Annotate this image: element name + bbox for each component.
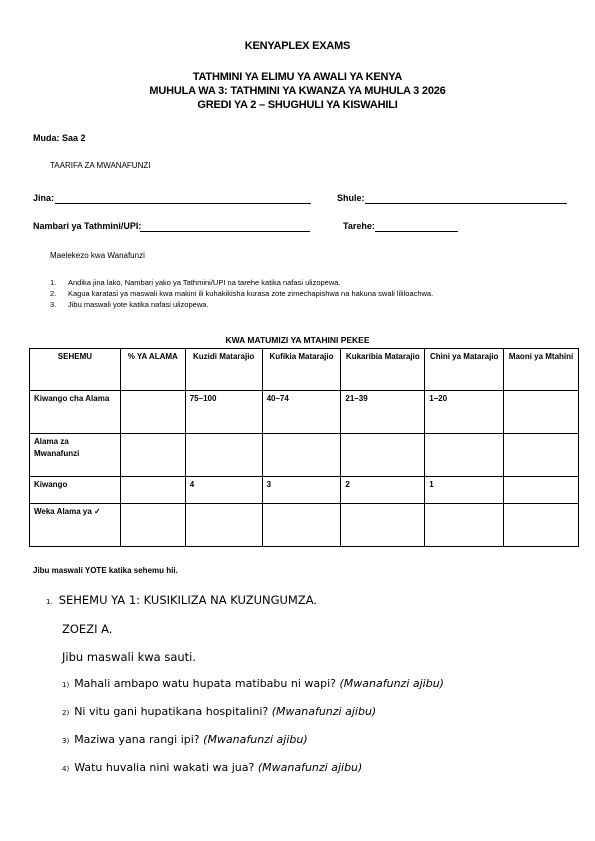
question-item: 1) Mahali ambapo watu hupata matibabu ni wapi? (Mwanafunzi ajibu) <box>62 677 444 690</box>
table-cell: 1–20 <box>425 391 504 434</box>
table-cell[interactable] <box>425 504 504 547</box>
exam-header-line3: GREDI YA 2 – SHUGHULI YA KISWAHILI <box>197 99 398 111</box>
table-cell: 2 <box>341 477 425 504</box>
table-cell[interactable] <box>262 434 341 477</box>
instruction-item: 3. Jibu maswali yote katika nafasi ulizopewa. <box>50 300 209 309</box>
table-cell[interactable] <box>425 434 504 477</box>
section-number: 1. <box>46 598 53 606</box>
table-cell[interactable] <box>504 504 579 547</box>
table-header-cell: Chini ya Matarajio <box>425 349 504 391</box>
date-field[interactable] <box>375 231 458 232</box>
table-row <box>30 434 579 477</box>
instruction-item: 1. Andika jina lako, Nambari yako ya Tathmini/UPI na tarehe katika nafasi ulizopewa. <box>50 278 341 287</box>
table-cell[interactable] <box>120 504 185 547</box>
table-cell[interactable] <box>120 434 185 477</box>
table-header-cell: Kuzidi Matarajio <box>185 349 262 391</box>
table-cell: 40–74 <box>262 391 341 434</box>
exercise-instruction: Jibu maswali kwa sauti. <box>62 650 197 664</box>
table-cell: 3 <box>262 477 341 504</box>
table-caption: KWA MATUMIZI YA MTAHINI PEKEE <box>225 335 370 345</box>
table-header-row <box>30 349 579 391</box>
question-item: 4) Watu huvalia nini wakati wa jua? (Mwanafunzi ajibu) <box>62 761 363 774</box>
table-row <box>30 477 579 504</box>
question-item: 2) Ni vitu gani hupatikana hospitalini? (Mwanafunzi ajibu) <box>62 705 377 718</box>
answer-all-note: Jibu maswali YOTE katika sehemu hii. <box>33 566 178 575</box>
exam-org-title: KENYAPLEX EXAMS <box>244 40 351 52</box>
table-row <box>30 504 579 547</box>
table-header-cell: Maoni ya Mtahini <box>504 349 579 391</box>
exam-header <box>0 70 595 112</box>
table-cell[interactable] <box>504 434 579 477</box>
duration-label: Muda: Saa 2 <box>33 133 86 143</box>
name-label: Jina: <box>33 193 55 203</box>
instruction-item: 2. Kagua karatasi ya maswali kwa makini ili kuhakikisha kurasa zote zimechapishwa na hakuna swali lililoachwa. <box>50 289 434 298</box>
table-cell: 21–39 <box>341 391 425 434</box>
table-cell: Alama za Mwanafunzi <box>30 434 121 477</box>
table-cell[interactable] <box>341 504 425 547</box>
table-cell: 75–100 <box>185 391 262 434</box>
question-item: 3) Maziwa yana rangi ipi? (Mwanafunzi ajibu) <box>62 733 308 746</box>
name-field[interactable] <box>55 203 311 204</box>
school-label: Shule: <box>337 193 365 203</box>
table-header-cell: Kukaribia Matarajio <box>341 349 425 391</box>
table-cell: Kiwango cha Alama <box>30 391 121 434</box>
table-cell[interactable] <box>185 504 262 547</box>
table-header-cell: Kufikia Matarajio <box>262 349 341 391</box>
exam-header-line2: MUHULA WA 3: TATHMINI YA KWANZA YA MUHULA 3 2026 <box>149 85 446 97</box>
table-cell <box>120 391 185 434</box>
table-header-cell: SEHEMU <box>30 349 121 391</box>
table-cell <box>504 477 579 504</box>
assessment-number-field[interactable] <box>140 231 310 232</box>
table-cell: Weka Alama ya ✓ <box>30 504 121 547</box>
exam-header-line1: TATHMINI YA ELIMU YA AWALI YA KENYA <box>192 71 403 83</box>
table-header-cell: % YA ALAMA <box>120 349 185 391</box>
section-title <box>46 593 317 607</box>
section-title-text: SEHEMU YA 1: KUSIKILIZA NA KUZUNGUMZA. <box>58 593 318 607</box>
table-cell[interactable] <box>262 504 341 547</box>
table-cell <box>504 391 579 434</box>
instructions-heading: Maelekezo kwa Wanafunzi <box>50 251 145 260</box>
table-row <box>30 391 579 434</box>
table-cell[interactable] <box>341 434 425 477</box>
assessment-number-label: Nambari ya Tathmini/UPI: <box>33 221 142 231</box>
marks-table <box>29 348 579 547</box>
date-label: Tarehe: <box>343 221 375 231</box>
student-info-heading: TAARIFA ZA MWANAFUNZI <box>50 161 151 170</box>
exercise-label: ZOEZI A. <box>62 622 113 636</box>
table-cell: 1 <box>425 477 504 504</box>
school-field[interactable] <box>365 203 567 204</box>
table-cell[interactable] <box>185 434 262 477</box>
table-cell: 4 <box>185 477 262 504</box>
instructions-list <box>50 277 433 310</box>
table-cell: Kiwango <box>30 477 121 504</box>
table-cell <box>120 477 185 504</box>
